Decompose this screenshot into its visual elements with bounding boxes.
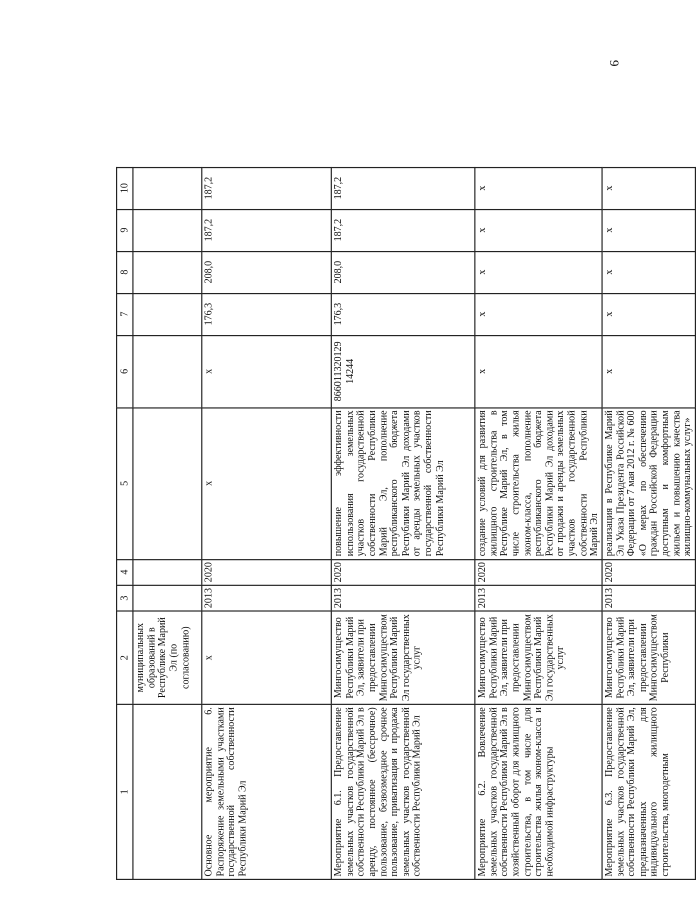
start-year-cell: 2013 (202, 585, 332, 611)
start-year-cell: 2013 (602, 585, 695, 611)
result-cell (133, 408, 202, 560)
value-cell: х (475, 167, 602, 209)
result-cell: х (202, 408, 332, 560)
activity-cell (133, 704, 202, 879)
header-cell: 2 (117, 611, 133, 704)
value-cell: 208,0 (202, 251, 332, 293)
end-year-cell: 2020 (602, 559, 695, 585)
header-cell: 3 (117, 585, 133, 611)
value-cell: х (475, 251, 602, 293)
header-row (117, 167, 133, 879)
activity-cell: Основное мероприятие 6. Распоряжение земельными участками государственной собственности Республики Марий Эл (202, 704, 332, 879)
executor-cell: муниципальных образований в Республике Марий Эл (по согласованию) (133, 611, 202, 704)
value-cell: х (602, 251, 695, 293)
kbk-cell: 866011320129 14244 (331, 335, 475, 407)
value-cell: 208,0 (331, 251, 475, 293)
executor-cell: Мингосимущество Республики Марий Эл, заявители при предоставлении Мингосимуществом Республики Марий Эл государственных услуг (331, 611, 475, 704)
end-year-cell: 2020 (202, 559, 332, 585)
value-cell: 187,2 (331, 167, 475, 209)
value-cell (133, 293, 202, 335)
activity-cell: Мероприятие 6.3. Предоставление земельных участков государственной собственности Республики Марий Эл, предназначенных для индивидуального жилищного строительства, многодетным (602, 704, 695, 879)
executor-cell: Мингосимущество Республики Марий Эл, заявители при предоставлении Мингосимуществом Республики (602, 611, 695, 704)
header-cell: 6 (117, 335, 133, 407)
value-cell: 187,2 (202, 209, 332, 251)
header-cell: 9 (117, 209, 133, 251)
value-cell: х (475, 209, 602, 251)
start-year-cell (133, 585, 202, 611)
page-number: 9 (607, 60, 622, 67)
start-year-cell: 2013 (475, 585, 602, 611)
executor-cell: Мингосимущество Республики Марий Эл, заявители при предоставлении Мингосимуществом Республики Марий Эл государственных услуг (475, 611, 602, 704)
executor-cell: х (202, 611, 332, 704)
end-year-cell: 2020 (331, 559, 475, 585)
header-cell: 10 (117, 167, 133, 209)
start-year-cell: 2013 (331, 585, 475, 611)
header-cell: 1 (117, 704, 133, 879)
value-cell: 187,2 (331, 209, 475, 251)
table-row (602, 167, 695, 879)
value-cell: х (602, 209, 695, 251)
header-cell: 7 (117, 293, 133, 335)
kbk-cell: х (475, 335, 602, 407)
value-cell (133, 167, 202, 209)
table-row (475, 167, 602, 879)
result-cell: создание условий для развития жилищного строительства в Республике Марий Эл, в том числе строительства жилья эконом-класса, пополнение республиканского бюджета Республики Марий Эл доходами от продажи и аренды земельных участков государственной собственности Республики Марий Эл (475, 408, 602, 560)
header-cell: 5 (117, 408, 133, 560)
value-cell: 187,2 (202, 167, 332, 209)
activity-cell: Мероприятие 6.1. Предоставление земельных участков государственной собственности Республики Марий Эл в аренду, постоянное (бессрочное) пользование, безвозмездное срочное пользование, приватизация и продажа земельных участков государственной собственности Республики Марий Эл (331, 704, 475, 879)
table-row (202, 167, 332, 879)
value-cell (133, 209, 202, 251)
kbk-cell: х (602, 335, 695, 407)
value-cell: 176,3 (331, 293, 475, 335)
table-row (133, 167, 202, 879)
value-cell (133, 251, 202, 293)
result-cell: реализация в Республике Марий Эл Указа Президента Российской Федерации от 7 мая 2012 г. № 600 «О мерах по обеспечению граждан Российской Федерации доступным и комфортным жильем и повышению качества жилищно-коммунальных услуг» (602, 408, 695, 560)
header-cell: 8 (117, 251, 133, 293)
value-cell: х (475, 293, 602, 335)
end-year-cell: 2020 (475, 559, 602, 585)
value-cell: х (602, 293, 695, 335)
value-cell: 176,3 (202, 293, 332, 335)
end-year-cell (133, 559, 202, 585)
program-table (116, 167, 696, 880)
kbk-cell: х (202, 335, 332, 407)
activity-cell: Мероприятие 6.2. Вовлечение земельных участков государственной собственности Республики Марий Эл в хозяйственный оборот для жилищного строительства, в том числе для строительства жилья эконом-класса и необходимой инфраструктуры (475, 704, 602, 879)
result-cell: повышение эффективности использования земельных участков государственной собственности Республики Марий Эл, пополнение республиканского бюджета Республики Марий Эл доходами от аренды земельных участков государственной собственности Республики Марий Эл (331, 408, 475, 560)
table-row (331, 167, 475, 879)
value-cell: х (602, 167, 695, 209)
header-cell: 4 (117, 559, 133, 585)
kbk-cell (133, 335, 202, 407)
